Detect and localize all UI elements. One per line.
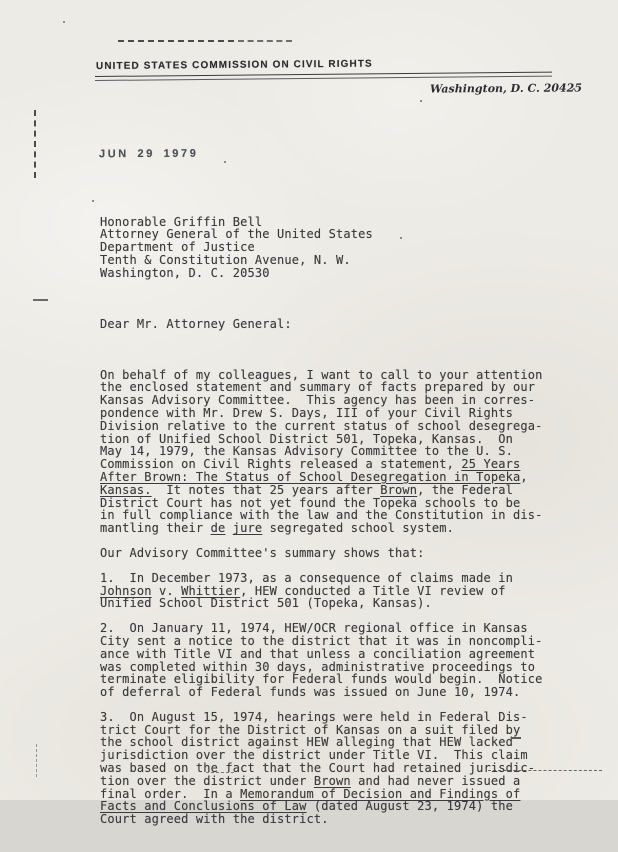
typed-line: Johnson v. Whittier, HEW conducted a Title VI review of [100, 583, 506, 598]
scan-speck [224, 161, 226, 163]
typed-line: Court agreed with the district. [100, 812, 329, 827]
typed-line: of deferral of Federal funds was issued on June 10, 1974. [100, 685, 521, 700]
scan-artifact-left-vertical-line [34, 110, 36, 178]
recipient-block [100, 216, 572, 280]
date-stamp: JUN 29 1979 [98, 147, 199, 161]
recipient-line: Tenth & Constitution Avenue, N. W. [100, 252, 351, 267]
typed-line: District Court has not yet found the Topeka schools to be [100, 495, 521, 510]
paragraph [100, 711, 572, 826]
typed-line: Division relative to the current status of school desegrega- [100, 418, 543, 433]
typed-line: Facts and Conclusions of Law (dated August 23, 1974) the [100, 799, 513, 814]
salutation: Dear Mr. Attorney General: [100, 317, 292, 332]
typed-line: After Brown: The Status of School Desegregation in Topeka, [100, 469, 528, 484]
typed-line: was completed within 30 days, administrative proceedings to [100, 659, 536, 674]
typed-line: tion of Unified School District 501, Topeka, Kansas. On [100, 431, 513, 446]
typed-line: pondence with Mr. Drew S. Days, III of your Civil Rights [100, 405, 513, 420]
recipient-line: Washington, D. C. 20530 [100, 265, 270, 280]
typed-line: was based on the fact that the Court had retained jurisdic- [100, 761, 536, 776]
typed-line: in full compliance with the law and the Constitution in dis- [100, 508, 543, 523]
typed-line: 3. On August 15, 1974, hearings were held in Federal Dis- [100, 709, 528, 724]
typed-line: 1. In December 1973, as a consequence of claims made in [100, 570, 513, 585]
scan-speck [92, 200, 94, 202]
scan-artifact-top-dashes [118, 40, 234, 42]
typed-line: City sent a notice to the district that it was in noncompli- [100, 633, 543, 648]
typed-line: 2. On January 11, 1974, HEW/OCR regional office in Kansas [100, 621, 528, 636]
typed-line: terminate eligibility for Federal funds would begin. Notice [100, 672, 543, 687]
typed-line: Unified School District 501 (Topeka, Kansas). [100, 596, 432, 611]
typed-line: trict Court for the District of Kansas on a suit filed by [100, 722, 521, 737]
letterhead-rule [95, 72, 552, 81]
recipient-line: Attorney General of the United States [100, 227, 373, 242]
paragraph [100, 369, 572, 535]
recipient-line: Department of Justice [100, 240, 255, 255]
typed-line: Kansas. It notes that 25 years after Brown, the Federal [100, 482, 513, 497]
typed-line: May 14, 1979, the Kansas Advisory Committee to the U. S. [100, 444, 513, 459]
typed-line: the enclosed statement and summary of facts prepared by our [100, 380, 536, 395]
typed-line: Commission on Civil Rights released a statement, 25 Years [100, 457, 521, 472]
typed-line: the school district against HEW alleging that HEW lacked [100, 735, 513, 750]
scan-speck [63, 21, 65, 23]
letterhead-location: Washington, D. C. 20425 [429, 81, 583, 96]
letter-body [100, 369, 572, 827]
typed-line: ance with Title VI and that unless a conciliation agreement [100, 646, 536, 661]
typed-line: Our Advisory Committee's summary shows that: [100, 545, 425, 560]
paragraph [100, 547, 572, 560]
paragraph [100, 572, 572, 610]
scan-artifact-left-dash [33, 299, 48, 301]
paragraph [100, 622, 572, 699]
typed-line: Kansas Advisory Committee. This agency has been in corres- [100, 393, 536, 408]
scan-artifact-top-dashes-faint [238, 40, 292, 42]
typed-line: On behalf of my colleagues, I want to call to your attention [100, 367, 543, 382]
typed-line: final order. In a Memorandum of Decision and Findings of [100, 786, 521, 801]
recipient-line: Honorable Griffin Bell [100, 214, 263, 229]
letterhead-agency-name: UNITED STATES COMMISSION ON CIVIL RIGHTS [95, 58, 373, 72]
typed-line: jurisdiction over the district under Title VI. This claim [100, 748, 528, 763]
scan-speck [420, 100, 422, 102]
typed-line: mantling their de jure segregated school system. [100, 521, 454, 536]
letter-content [100, 190, 572, 852]
scan-artifact-bottom-left-line [36, 744, 37, 777]
typed-line: tion over the district under Brown and had never issued a [100, 773, 521, 788]
